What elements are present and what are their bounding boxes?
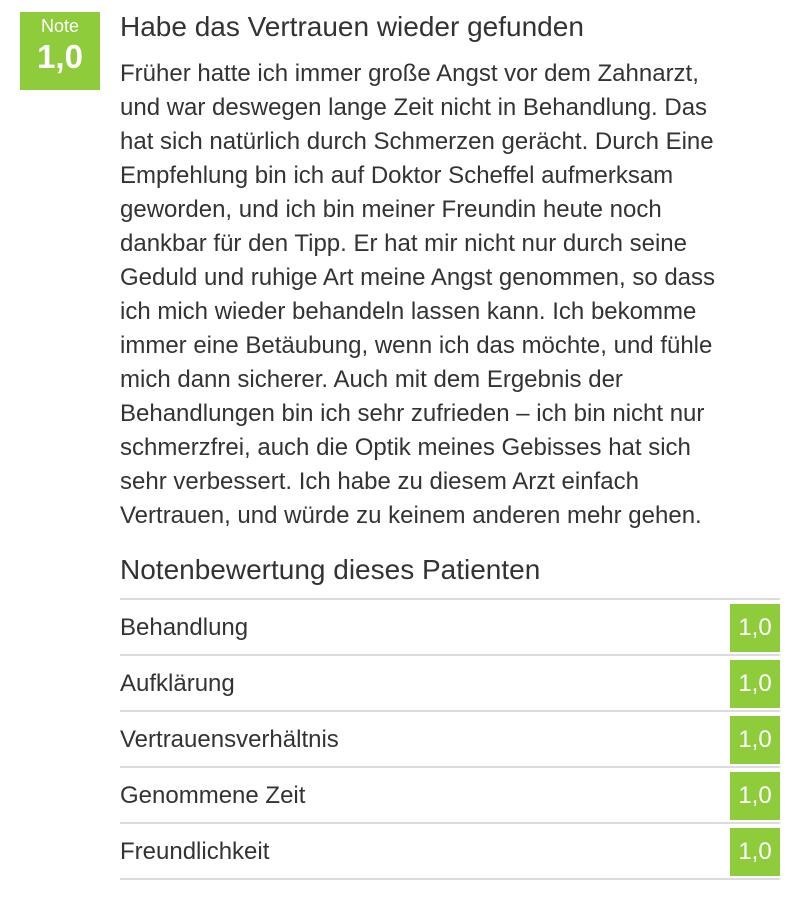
rating-row-aufklaerung [120,656,780,712]
review-text-line: Behandlungen bin ich sehr zufrieden – ich bin nicht nur [120,400,705,427]
rating-value-badge: 1,0 [730,828,780,876]
review-text-line: geworden, und ich bin meiner Freundin heute noch [120,196,662,223]
review-text-line: immer eine Betäubung, wenn ich das möchte, und fühle [120,332,713,359]
rating-label: Vertrauensverhältnis [120,726,339,753]
review-text-line: sehr verbessert. Ich habe zu diesem Arzt einfach [120,468,639,495]
review-text [120,57,780,533]
rating-label: Aufklärung [120,670,235,697]
rating-label: Behandlung [120,614,249,641]
rating-row-vertrauensverhaeltnis [120,712,780,768]
review-text-line: Vertrauen, und würde zu keinem anderen mehr gehen. [120,502,702,529]
review-text-line: Empfehlung bin ich auf Doktor Scheffel aufmerksam [120,162,674,189]
grade-value: 1,0 [37,38,83,75]
review-text-line: dankbar für den Tipp. Er hat mir nicht nur durch seine [120,230,687,257]
review-text-line: ich mich wieder behandeln lassen kann. Ich bekomme [120,298,697,325]
rating-value-badge: 1,0 [730,772,780,820]
ratings-list [120,598,780,880]
ratings-heading: Notenbewertung dieses Patienten [120,554,541,585]
rating-value-badge: 1,0 [730,660,780,708]
review-text-line: Früher hatte ich immer große Angst vor dem Zahnarzt, [120,60,699,87]
rating-row-genommene-zeit [120,768,780,824]
rating-label: Genommene Zeit [120,782,306,809]
rating-value-badge: 1,0 [730,604,780,652]
review-text-line: Geduld und ruhige Art meine Angst genommen, so dass [120,264,716,291]
rating-label: Freundlichkeit [120,838,270,865]
review-text-line: schmerzfrei, auch die Optik meines Gebisses hat sich [120,434,691,461]
rating-value-badge: 1,0 [730,716,780,764]
rating-row-freundlichkeit [120,824,780,880]
overall-grade-badge [20,12,100,90]
review-text-line: mich dann sicherer. Auch mit dem Ergebnis der [120,366,623,393]
review-text-line: hat sich natürlich durch Schmerzen gerächt. Durch Eine [120,128,714,155]
review-text-line: und war deswegen lange Zeit nicht in Behandlung. Das [120,94,708,121]
rating-row-behandlung [120,600,780,656]
review-title: Habe das Vertrauen wieder gefunden [120,11,584,42]
grade-label: Note [40,16,80,36]
